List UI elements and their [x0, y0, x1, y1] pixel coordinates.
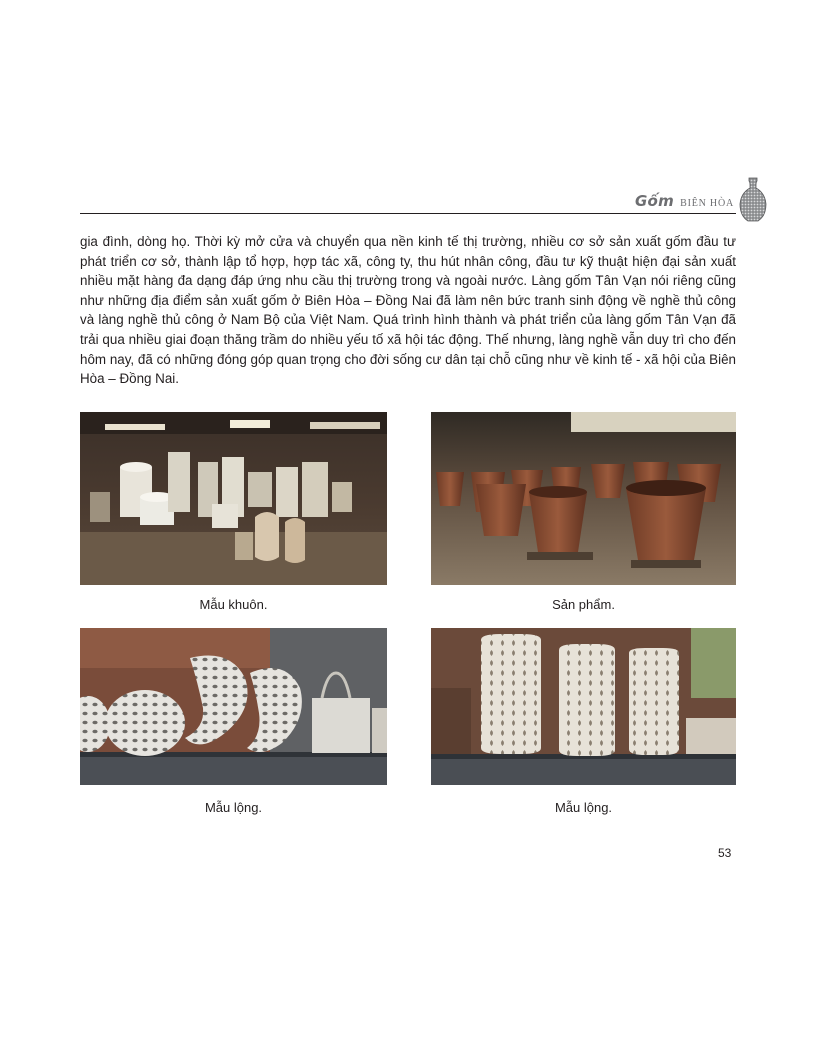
photo-openwork-lanterns: [431, 628, 736, 785]
running-header: [635, 192, 734, 214]
caption-openwork-lanterns: Mẫu lộng.: [554, 800, 613, 815]
photo-openwork-fish: [80, 628, 387, 785]
vase-icon: [738, 176, 768, 224]
photo-products: [431, 412, 736, 585]
header-rule: [80, 213, 736, 214]
caption-openwork-fish: Mẫu lộng.: [204, 800, 263, 815]
page-number: 53: [718, 846, 732, 860]
caption-molds: Mẫu khuôn.: [199, 597, 268, 612]
brand-title: Gốm: [634, 192, 675, 210]
brand-subtitle: BIÊN HÒA: [680, 198, 734, 209]
photo-molds: [80, 412, 387, 585]
caption-products: Sản phẩm.: [552, 597, 615, 612]
body-paragraph: gia đình, dòng họ. Thời kỳ mở cửa và chuyển qua nền kinh tế thị trường, nhiều cơ sở sản xuất gốm đầu tư phát triển cơ sở, thành lập tổ hợp, hợp tác xã, công ty, thu hút nhân công, đầu tư kỹ thuật hiện đại sản xuất nhiều mặt hàng đa dạng đáp ứng nhu cầu thị trường trong và ngoài nước. Làng gốm Tân Vạn nói riêng cũng như những địa điểm sản xuất gốm ở Biên Hòa – Đồng Nai đã làm nên bức tranh sinh động về nghề thủ công và làng nghề thủ công ở Nam Bộ của Việt Nam. Quá trình hình thành và phát triển của làng gốm Tân Vạn đã trải qua nhiều giai đoạn thăng trầm do nhiều yếu tố xã hội tác động. Thế nhưng, làng nghề vẫn duy trì cho đến hôm nay, đã có những đóng góp quan trọng cho đời sống cư dân tại chỗ cũng như về kinh tế - xã hội của Biên Hòa – Đồng Nai.: [80, 234, 736, 387]
